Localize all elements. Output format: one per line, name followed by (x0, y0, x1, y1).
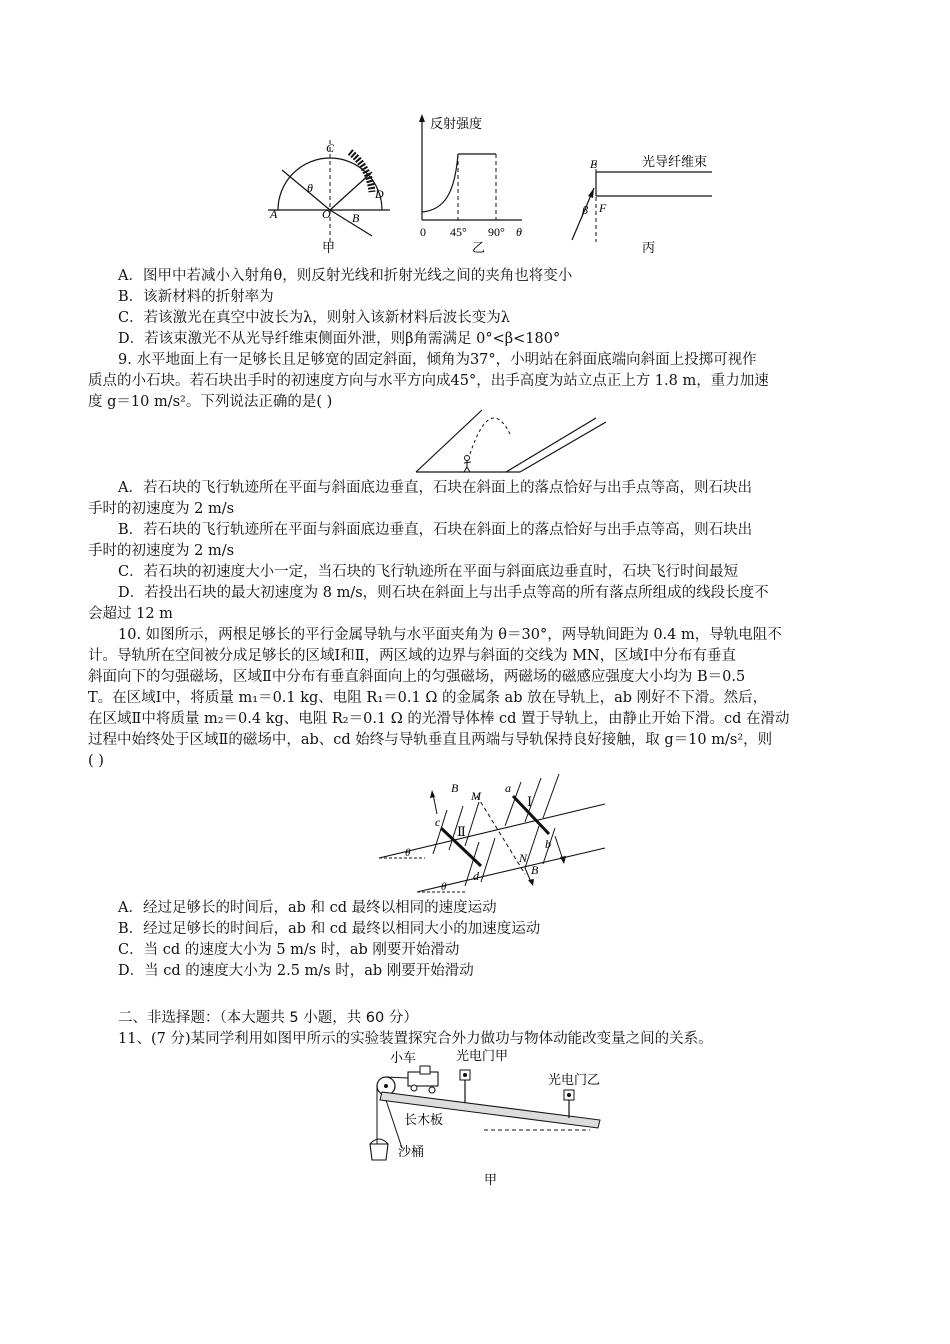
q10-stem-1: 10. 如图所示，两根足够长的平行金属导轨与水平面夹角为 θ＝30°，两导轨间距为 0.4 m，导轨电阻不 (118, 627, 782, 643)
q10-label-theta2: θ (441, 881, 447, 893)
yi-ylabel: 反射强度 (430, 117, 483, 132)
q10-option-b: B．经过足够长的时间后，ab 和 cd 最终以相同大小的加速度运动 (118, 921, 541, 937)
label-A: A (270, 207, 278, 221)
q9-option-d-1: D．若投出石块的最大初速度为 8 m/s，则石块在斜面上与出手点等高的所有落点所组成的线段长度不 (118, 585, 769, 601)
q10-option-a: A．经过足够长的时间后，ab 和 cd 最终以相同的速度运动 (118, 900, 497, 916)
q10-stem-4: T。在区域Ⅰ中，将质量 m₁＝0.1 kg、电阻 R₁＝0.1 Ω 的金属条 ab 放在导轨上，ab 刚好不下滑。然后， (88, 690, 768, 706)
q9-stem-1: 9. 水平地面上有一足够长且足够宽的固定斜面，倾角为37°，小明站在斜面底端向斜面上投掷可视作 (118, 352, 757, 368)
label-D: D (375, 187, 384, 201)
q11-label-board: 长木板 (404, 1113, 444, 1128)
q10-stem-7: ( ) (88, 753, 104, 769)
q10-label-II: Ⅱ (457, 824, 466, 839)
q11-caption: 甲 (484, 1173, 498, 1188)
label-E: E (590, 157, 598, 171)
q11-stem: 11、(7 分)某同学利用如图甲所示的实验装置探究合外力做功与物体动能改变量之间的关系。 (118, 1031, 713, 1047)
figure-q9-slope (410, 404, 610, 476)
q10-stem-5: 在区域Ⅱ中将质量 m₂＝0.4 kg、电阻 R₂＝0.1 Ω 的光滑导体棒 cd 置于导轨上，由静止开始下滑。cd 在滑动 (88, 711, 790, 727)
q10-label-a: a (505, 781, 511, 795)
q9-stem-3: 度 g＝10 m/s²。下列说法正确的是( ) (88, 394, 333, 410)
figure-q10-rails (375, 770, 610, 898)
q11-label-car: 小车 (390, 1051, 417, 1066)
caption-jia: 甲 (322, 241, 336, 256)
q10-option-c: C．当 cd 的速度大小为 5 m/s 时，ab 刚要开始滑动 (118, 942, 460, 958)
q8-option-d: D．若该束激光不从光导纤维束侧面外泄，则β角需满足 0°<β<180° (118, 331, 561, 347)
q10-label-B1: B (451, 781, 459, 795)
q10-option-d: D．当 cd 的速度大小为 2.5 m/s 时，ab 刚要开始滑动 (118, 963, 474, 979)
q9-stem-2: 质点的小石块。若石块出手时的初速度方向与水平方向成45°，出手高度为站立点正上方 1.8 m，重力加速 (88, 373, 769, 389)
figure-q11-apparatus (368, 1048, 608, 1188)
q10-stem-6: 过程中始终处于区域Ⅱ的磁场中，ab、cd 始终与导轨垂直且两端与导轨保持良好接触，取 g＝10 m/s²，则 (88, 732, 773, 748)
label-O: O (322, 207, 331, 221)
q8-option-a: A．图甲中若减小入射角θ，则反射光线和折射光线之间的夹角也将变小 (118, 268, 573, 284)
q9-option-c: C．若石块的初速度大小一定，当石块的飞行轨迹所在平面与斜面底边垂直时，石块飞行时间最短 (118, 564, 739, 580)
q9-option-d-2: 会超过 12 m (88, 606, 173, 622)
q10-label-N: N (519, 851, 528, 865)
q11-label-gate1: 光电门甲 (456, 1049, 509, 1064)
q8-option-b: B．该新材料的折射率为 (118, 289, 274, 305)
yi-xtheta: θ (516, 225, 522, 239)
q9-option-b-2: 手时的初速度为 2 m/s (88, 543, 235, 559)
figure-bing (572, 154, 712, 256)
q9-option-a-1: A．若石块的飞行轨迹所在平面与斜面底边垂直，石块在斜面上的落点恰好与出手点等高，则石块出 (118, 480, 752, 496)
q10-label-d: d (473, 869, 479, 883)
yi-x45: 45° (450, 225, 467, 239)
q10-label-M: M (471, 789, 481, 803)
q9-option-b-1: B．若石块的飞行轨迹所在平面与斜面底边垂直，石块在斜面上的落点恰好与出手点等高，则石块出 (118, 522, 753, 538)
label-C: C (326, 141, 335, 155)
q10-label-B2: B (531, 863, 539, 877)
label-F: F (599, 201, 607, 215)
bing-title: 光导纤维束 (642, 155, 708, 170)
yi-x0: 0 (420, 225, 426, 239)
q10-stem-3: 斜面向下的匀强磁场，区域Ⅱ中分布有垂直斜面向上的匀强磁场，两磁场的磁感应强度大小均为 B＝0.5 (88, 669, 746, 685)
label-B: B (352, 211, 360, 225)
q10-label-theta1: θ (405, 847, 411, 859)
q11-label-gate2: 光电门乙 (548, 1073, 601, 1088)
q8-option-c: C．若该激光在真空中波长为λ，则射入该新材料后波长变为λ (118, 310, 510, 326)
q10-stem-2: 计。导轨所在空间被分成足够长的区域Ⅰ和Ⅱ，两区域的边界与斜面的交线为 MN，区域Ⅰ中分布有垂直 (88, 648, 736, 664)
q11-label-bucket: 沙桶 (398, 1145, 425, 1160)
caption-yi: 乙 (472, 241, 486, 256)
figure-jia (268, 140, 390, 256)
label-theta: θ (307, 181, 313, 195)
q9-option-a-2: 手时的初速度为 2 m/s (88, 501, 235, 517)
q10-label-b: b (545, 837, 551, 851)
figure-8 (260, 112, 730, 262)
figure-yi (419, 114, 522, 256)
yi-x90: 90° (488, 225, 505, 239)
q10-label-c: c (435, 815, 441, 829)
section2-heading: 二、非选择题：（本大题共 5 小题，共 60 分） (118, 1010, 418, 1026)
label-beta: β (582, 203, 588, 217)
caption-bing: 丙 (642, 241, 656, 256)
q10-label-I: Ⅰ (527, 794, 533, 809)
